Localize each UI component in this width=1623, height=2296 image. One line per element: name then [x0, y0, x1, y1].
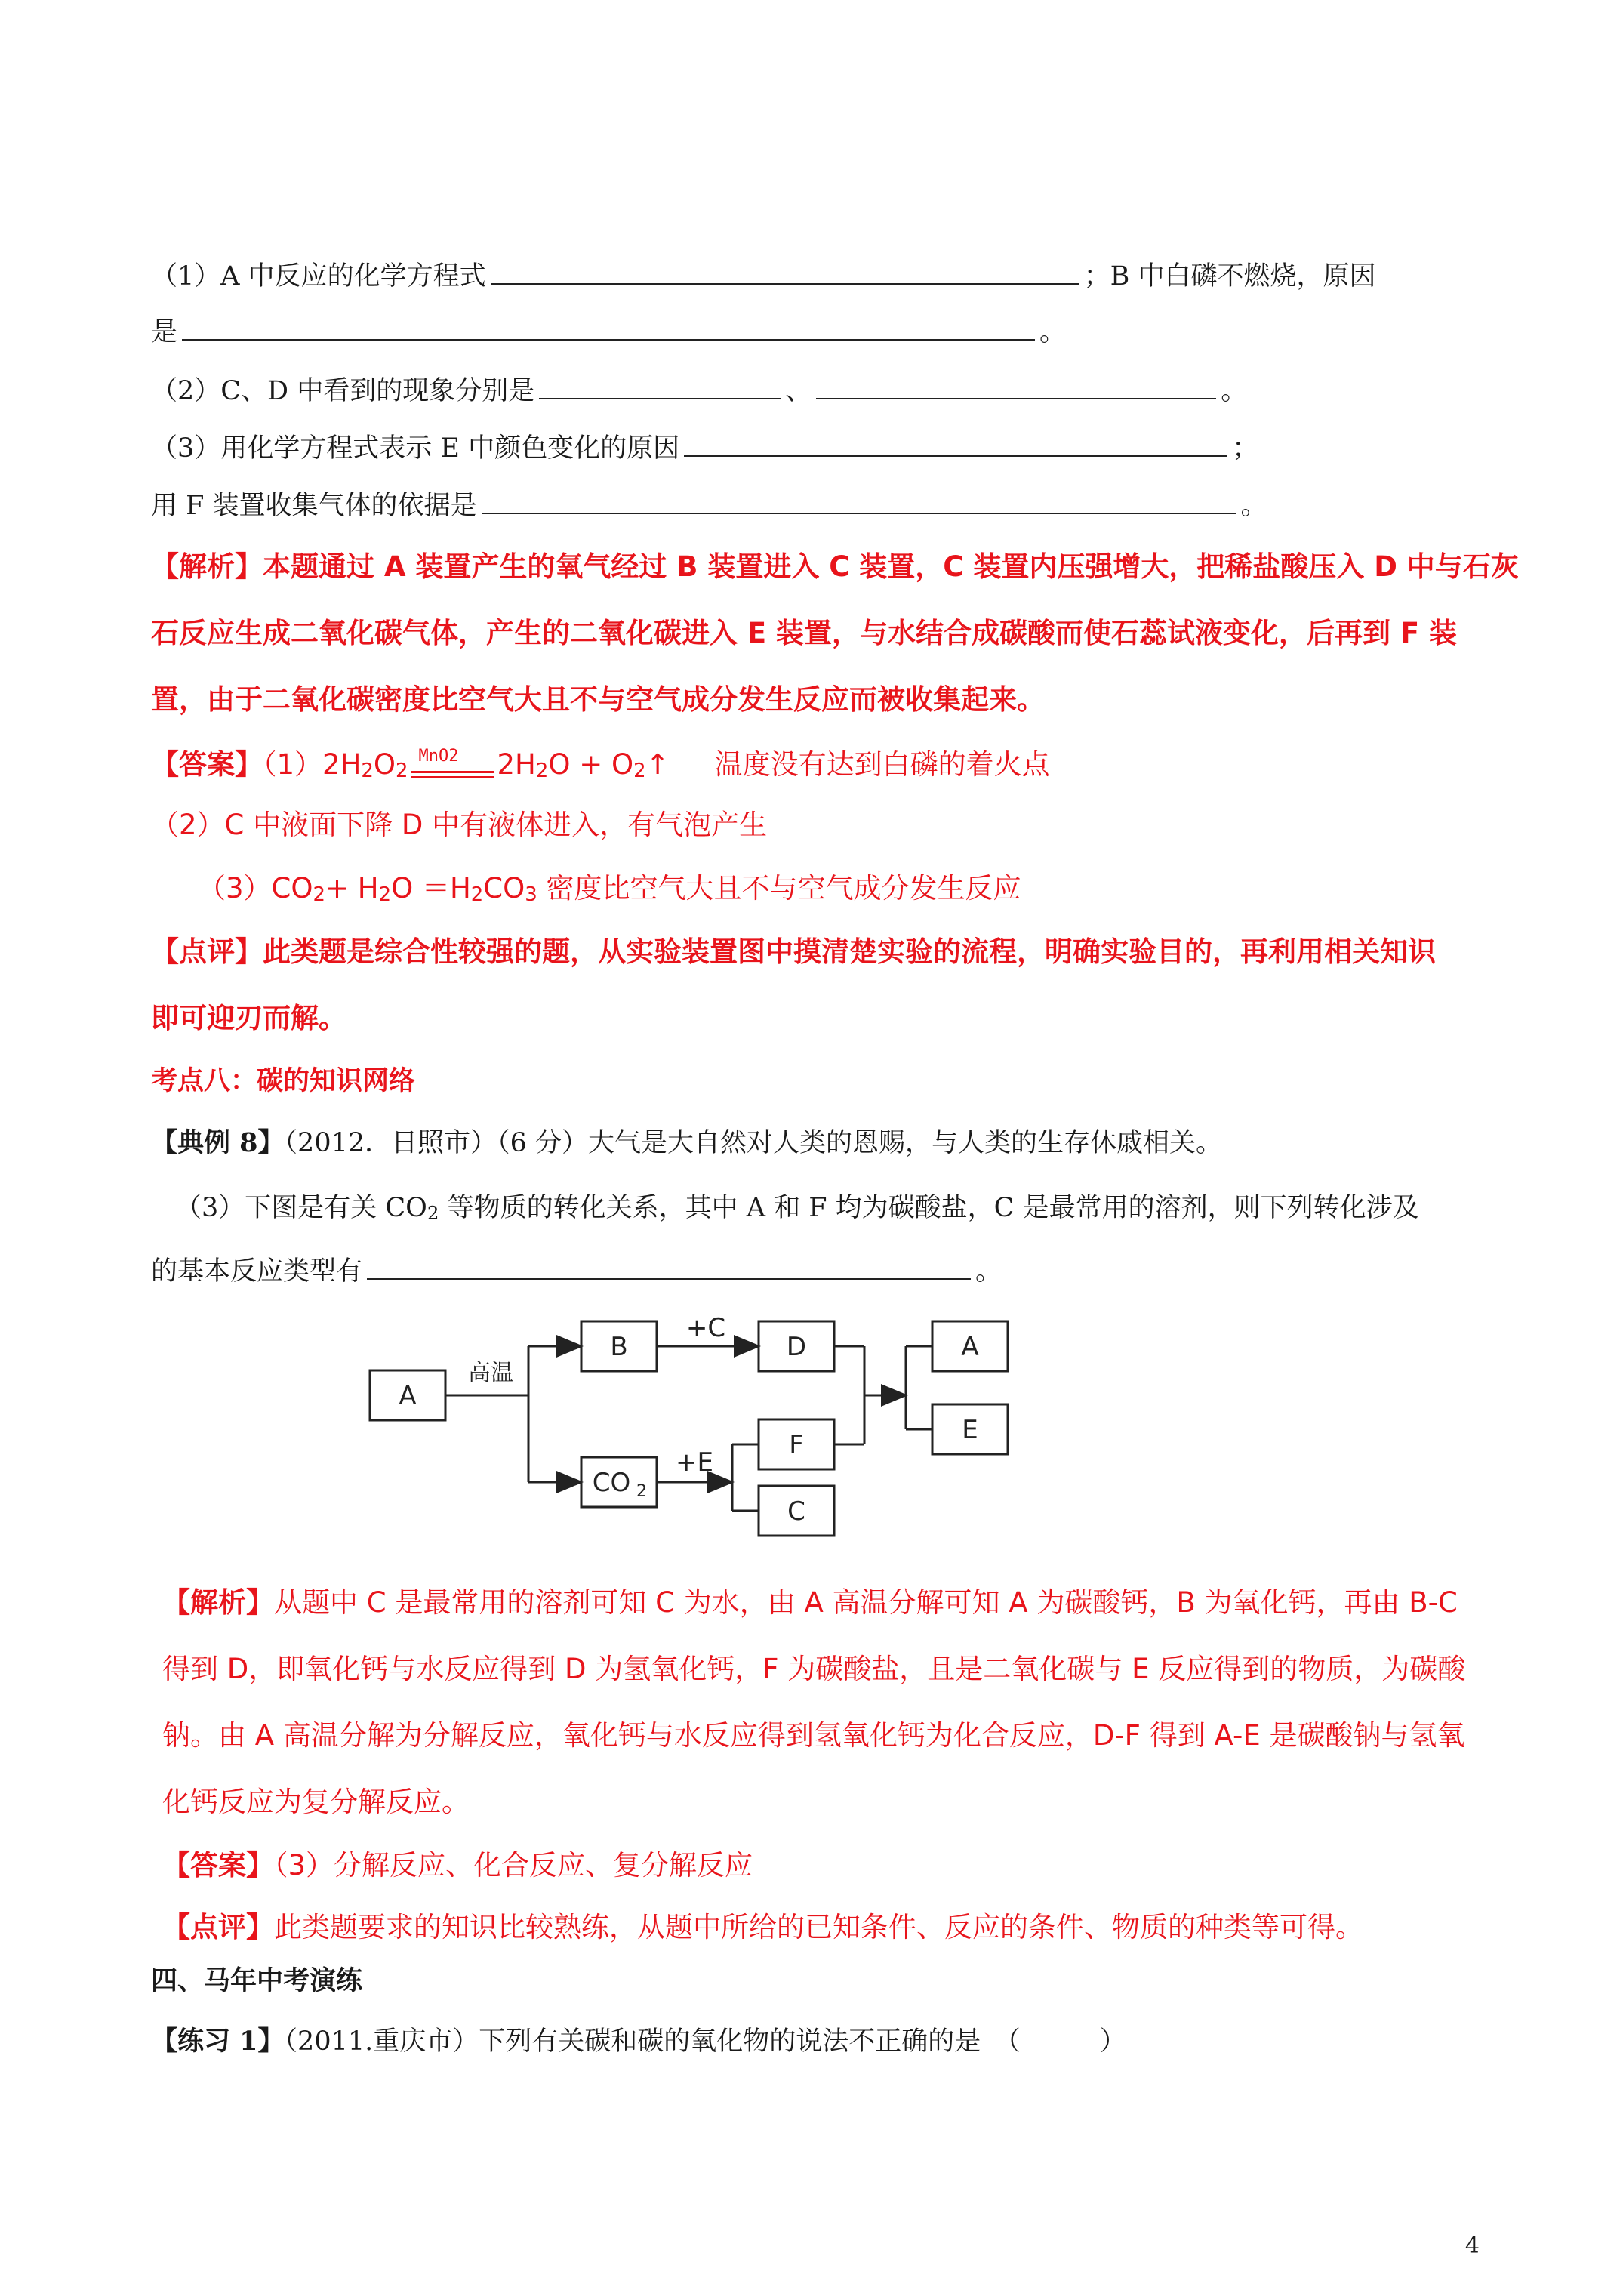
answer1-l3a: （3）CO — [198, 872, 313, 905]
answer2-line — [162, 1842, 753, 1883]
analysis2-line-2 — [162, 1646, 1465, 1687]
q1-end: 。 — [1039, 317, 1067, 347]
answer1-eq-part3: 2H — [497, 748, 536, 781]
up-arrow-symbol: ↑ — [645, 748, 670, 781]
answer1-reason: 温度没有达到白磷的着火点 — [714, 748, 1050, 781]
analysis2-text-1: 从题中 C 是最常用的溶剂可知 C 为水，由 A 高温分解可知 A 为碳酸钙，B 为氧化钙，再由 B-C — [274, 1586, 1458, 1619]
comment1-line-2 — [151, 995, 346, 1036]
analysis1-tag: 【解析】 — [151, 550, 263, 583]
diagram-label-A: A — [399, 1381, 417, 1411]
comment1-tag: 【点评】 — [151, 935, 263, 968]
q3-end: ； — [1232, 433, 1259, 464]
analysis2-text-4: 化钙反应为复分解反应。 — [162, 1786, 470, 1818]
answer1-tag: 【答案】 — [151, 748, 263, 781]
q3-answer-blank-1[interactable] — [684, 433, 1227, 457]
example8-tag: 【典例 8】 — [151, 1127, 285, 1158]
analysis1-line-1 — [151, 544, 1519, 584]
q3-label: （3）用化学方程式表示 E 中颜色变化的原因 — [151, 433, 680, 464]
answer1-l3c: O ＝H — [391, 872, 471, 905]
diagram-label-plusE: +E — [676, 1447, 713, 1478]
answer2-tag: 【答案】 — [162, 1849, 274, 1881]
page-number: 4 — [1464, 2233, 1480, 2259]
answer1-line-1 — [151, 741, 1050, 782]
q2-end: 。 — [1221, 376, 1248, 406]
example8-l2end: 。 — [975, 1256, 1002, 1287]
answer1-line-3 — [198, 865, 1021, 906]
diagram-label-CO2-sub: 2 — [636, 1482, 647, 1501]
answer1-eq-part4: O + O — [548, 748, 634, 781]
diagram-label-plusC: +C — [685, 1313, 726, 1343]
q2-answer-blank-1[interactable] — [539, 375, 781, 399]
example8-line-3 — [151, 1250, 1002, 1288]
q1-line — [151, 255, 1376, 293]
example8-line-2 — [175, 1187, 1419, 1225]
comment2-tag: 【点评】 — [162, 1911, 274, 1943]
q3-line — [151, 427, 1258, 465]
diagram-label-F: F — [789, 1430, 804, 1460]
q2-answer-blank-2[interactable] — [816, 375, 1216, 399]
q1-label: （1）A 中反应的化学方程式 — [151, 261, 486, 291]
catalyst-label: MnO2 — [418, 746, 459, 766]
section4-heading: 四、马年中考演练 — [151, 1965, 363, 1996]
answer1-l3b: + H — [325, 872, 379, 905]
answer1-l3d: CO — [483, 872, 525, 905]
example8-q3c: 等物质的转化关系，其中 A 和 F 均为碳酸盐，C 是最常用的溶剂，则下列转化涉及 — [439, 1193, 1419, 1223]
q3-l2: 用 F 装置收集气体的依据是 — [151, 491, 477, 521]
example8-q3a: （3）下图是有关 CO — [175, 1193, 427, 1223]
practice1-tag: 【练习 1】 — [151, 2026, 285, 2057]
example8-q3-sub: 2 — [427, 1202, 439, 1224]
analysis1-text-2: 石反应生成二氧化碳气体，产生的二氧化碳进入 E 装置，与水结合成碳酸而使石蕊试液变化，后再到 F 装 — [151, 617, 1458, 649]
practice1-line — [151, 2020, 1126, 2058]
answer2-text: （3）分解反应、化合反应、复分解反应 — [274, 1849, 753, 1881]
example8-l2: 的基本反应类型有 — [151, 1256, 363, 1287]
q3-line-2 — [151, 485, 1267, 522]
analysis2-line-4 — [162, 1779, 470, 1820]
example8-answer-blank[interactable] — [367, 1256, 971, 1280]
q3-answer-blank-2[interactable] — [482, 490, 1236, 514]
q2-sep: 、 — [785, 376, 812, 406]
conversion-diagram — [362, 1306, 1042, 1555]
answer1-sub-2: 2 — [396, 760, 408, 782]
answer1-l3-sub2: 2 — [378, 883, 392, 906]
comment1-text-1: 此类题是综合性较强的题，从实验装置图中摸清楚实验的流程，明确实验目的，再利用相关知识 — [263, 935, 1436, 968]
diagram-label-D: D — [786, 1332, 807, 1362]
comment1-line-1 — [151, 929, 1436, 969]
analysis2-text-3: 钠。由 A 高温分解为分解反应，氧化钙与水反应得到氢氧化钙为化合反应，D-F 得到 A-E 是碳酸钠与氢氧 — [162, 1719, 1465, 1752]
analysis2-line-1 — [162, 1579, 1458, 1620]
answer1-eq-part2: O — [373, 748, 396, 781]
example8-line-1 — [151, 1122, 1222, 1160]
q1-cont: 是 — [151, 317, 178, 347]
kaodian-heading: 考点八：碳的知识网络 — [151, 1065, 416, 1096]
q2-label: （2）C、D 中看到的现象分别是 — [151, 376, 535, 406]
diagram-label-gaowen: 高温 — [468, 1360, 513, 1386]
answer1-l3-sub3: 2 — [470, 883, 484, 906]
answer1-l3e: 密度比空气大且不与空气成分发生反应 — [537, 872, 1021, 905]
diagram-label-C: C — [787, 1496, 805, 1527]
diagram-label-E: E — [962, 1415, 978, 1445]
diagram-label-CO2: CO — [592, 1468, 631, 1498]
q1-mid: ；B 中白磷不燃烧，原因 — [1083, 261, 1376, 291]
q1-answer-blank-1[interactable] — [491, 260, 1079, 285]
diagram-label-B: B — [610, 1332, 628, 1362]
example8-text: （2012．日照市）（6 分）大气是大自然对人类的恩赐，与人类的生存休戚相关。 — [284, 1128, 1223, 1158]
answer1-sub-1: 2 — [361, 760, 374, 782]
catalyst-equals-sign — [411, 746, 494, 781]
q3-l2end: 。 — [1240, 491, 1267, 521]
comment2-line — [162, 1904, 1363, 1945]
analysis2-text-2: 得到 D，即氧化钙与水反应得到 D 为氢氧化钙，F 为碳酸盐，且是二氧化碳与 E 反应得到的物质，为碳酸 — [162, 1653, 1466, 1685]
diagram-label-A2: A — [961, 1332, 979, 1362]
analysis2-tag: 【解析】 — [162, 1586, 274, 1619]
analysis1-text-1: 本题通过 A 装置产生的氧气经过 B 装置进入 C 装置，C 装置内压强增大，把稀盐酸压入 D 中与石灰 — [263, 550, 1519, 583]
answer1-l3-sub1: 2 — [313, 883, 325, 906]
practice1-text: （2011.重庆市）下列有关碳和碳的氧化物的说法不正确的是 （ ） — [284, 2026, 1126, 2057]
q2-line — [151, 370, 1247, 408]
q1-line-2 — [151, 311, 1066, 349]
answer1-line-2 — [151, 802, 767, 843]
answer1-sub-3: 2 — [535, 760, 549, 782]
analysis1-text-3: 置，由于二氧化碳密度比空气大且不与空气成分发生反应而被收集起来。 — [151, 683, 1045, 716]
analysis1-line-3 — [151, 676, 1045, 717]
q1-answer-blank-2[interactable] — [182, 316, 1035, 341]
answer1-text-2: （2）C 中液面下降 D 中有液体进入，有气泡产生 — [151, 809, 768, 841]
answer1-eq-part1: （1）2H — [263, 748, 362, 781]
comment1-text-2: 即可迎刃而解。 — [151, 1002, 346, 1034]
answer1-l3-sub4: 3 — [525, 883, 537, 906]
comment2-text: 此类题要求的知识比较熟练，从题中所给的已知条件、反应的条件、物质的种类等可得。 — [274, 1911, 1363, 1943]
analysis1-line-2 — [151, 610, 1457, 651]
answer1-sub-4: 2 — [633, 760, 646, 782]
analysis2-line-3 — [162, 1712, 1464, 1753]
